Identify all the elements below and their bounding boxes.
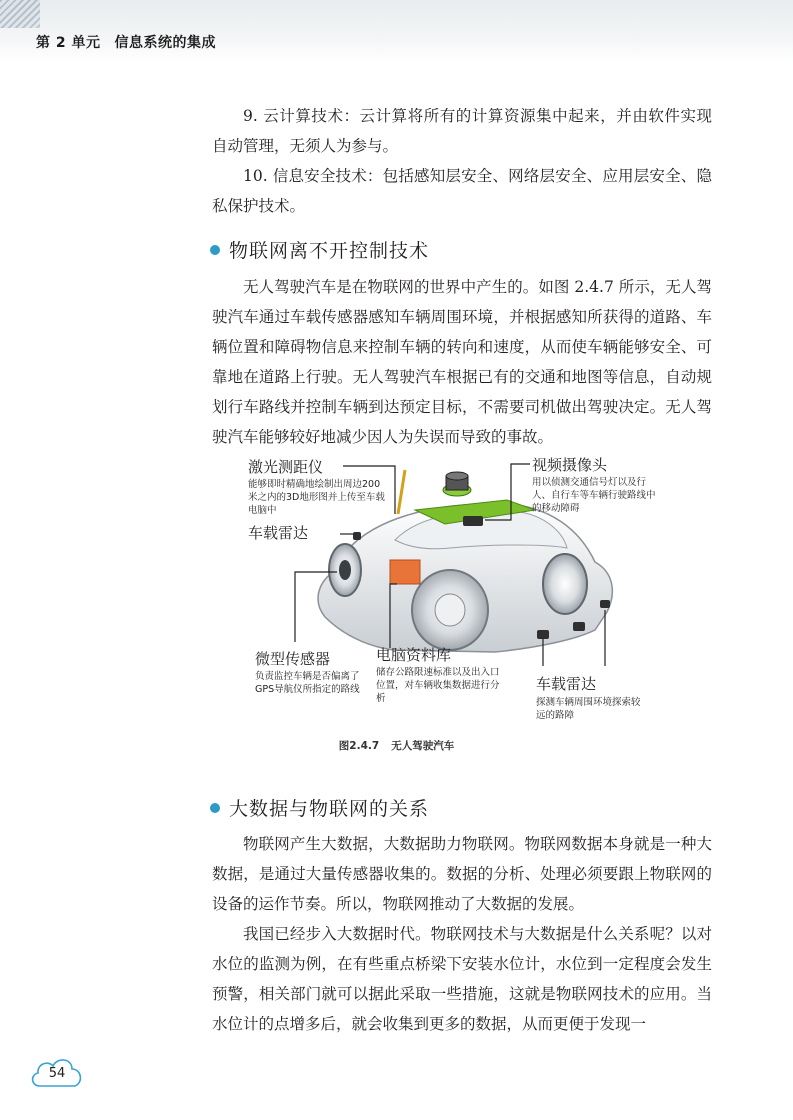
label-radar-bottom-desc: 探测车辆周围环境探索较远的路障 bbox=[536, 697, 641, 721]
label-micro-sensor-title: 微型传感器 bbox=[255, 650, 331, 668]
paragraph-information-security: 10. 信息安全技术：包括感知层安全、网络层安全、应用层安全、隐私保护技术。 bbox=[212, 167, 712, 215]
front-radar-right bbox=[573, 622, 585, 631]
bullet-icon bbox=[210, 803, 220, 813]
side-radar bbox=[353, 532, 361, 540]
running-header bbox=[36, 32, 216, 52]
label-radar-bottom-title: 车载雷达 bbox=[536, 675, 597, 693]
label-lidar-desc: 能够即时精确地绘制出周边200米之内的3D地形图并上传至车载电脑中 bbox=[248, 479, 385, 516]
figure-caption-text: 无人驾驶汽车 bbox=[391, 740, 455, 752]
figure-caption-number: 图2.4.7 bbox=[338, 740, 380, 752]
front-wheel bbox=[543, 554, 587, 614]
side-wheel-hub bbox=[435, 594, 465, 626]
label-camera-title: 视频摄像头 bbox=[532, 456, 608, 474]
label-computer-desc: 储存公路限速标准以及出入口位置，对车辆收集数据进行分析 bbox=[376, 667, 500, 704]
paragraph-cloud-computing: 9. 云计算技术：云计算将所有的计算资源集中起来，并由软件实现自动管理，无须人为参与。 bbox=[212, 107, 712, 155]
page-header bbox=[0, 0, 793, 62]
label-computer-title: 电脑资料库 bbox=[376, 646, 452, 664]
label-camera-desc: 用以侦测交通信号灯以及行人、自行车等车辆行驶路线中的移动障碍 bbox=[532, 477, 656, 514]
video-camera bbox=[463, 516, 483, 526]
page-number: 54 bbox=[48, 1066, 66, 1081]
paragraph-autonomous-car: 无人驾驶汽车是在物联网的世界中产生的。如图 2.4.7 所示，无人驾驶汽车通过车载传感器感知车辆周围环境，并根据感知所获得的道路、车辆位置和障碍物信息来控制车辆的转向和速度，从而使车辆能够安全、可靠地在道路上行驶。无人驾驶汽车根据已有的交通和地图等信息，自动规划行车路线并控制车辆到达预定目标，不需要司机做出驾驶决定。无人驾驶汽车能够较好地减少因人为失误而导致的事故。 bbox=[212, 278, 712, 446]
unit-title: 信息系统的集成 bbox=[114, 35, 216, 51]
computer-box bbox=[390, 560, 420, 584]
label-lidar-title: 激光测距仪 bbox=[248, 458, 324, 476]
label-micro-sensor-desc: 负责监控车辆是否偏离了GPS导航仪所指定的路线 bbox=[255, 671, 360, 695]
lidar-top bbox=[446, 472, 468, 480]
autonomous-car-figure bbox=[245, 452, 656, 742]
figure-caption bbox=[0, 738, 793, 753]
front-radar-side bbox=[600, 600, 610, 608]
section-heading-control bbox=[210, 236, 429, 263]
wheel-sensor bbox=[339, 560, 351, 580]
front-radar-left bbox=[537, 630, 549, 639]
bullet-icon bbox=[210, 245, 220, 255]
section-heading-text: 大数据与物联网的关系 bbox=[229, 798, 430, 820]
paragraph-big-data-2: 我国已经步入大数据时代。物联网技术与大数据是什么关系呢？以对水位的监测为例，在有些重点桥梁下安装水位计，水位到一定程度会发生预警，相关部门就可以据此采取一些措施，这就是物联网技术的应用。当水位计的点增多后，就会收集到更多的数据，从而更便于发现一 bbox=[212, 925, 712, 1033]
paragraph-big-data-1: 物联网产生大数据，大数据助力物联网。物联网数据本身就是一种大数据，是通过大量传感器收集的。数据的分析、处理必须要跟上物联网的设备的运作节奏。所以，物联网推动了大数据的发展。 bbox=[212, 835, 712, 913]
unit-label: 第 2 单元 bbox=[36, 35, 101, 51]
antenna bbox=[398, 470, 405, 514]
label-radar-top-title: 车载雷达 bbox=[248, 524, 309, 542]
header-pattern-decoration bbox=[0, 0, 40, 28]
section-heading-big-data bbox=[210, 794, 429, 821]
section-heading-text: 物联网离不开控制技术 bbox=[229, 240, 430, 262]
